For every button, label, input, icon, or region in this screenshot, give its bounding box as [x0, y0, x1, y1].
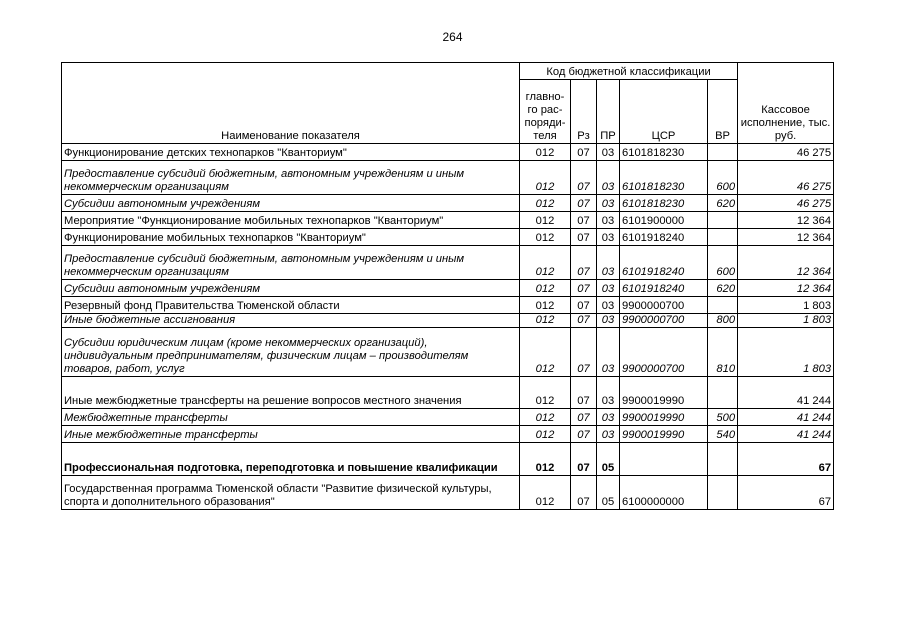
- cell-amount: 41 244: [738, 426, 834, 443]
- cell-rz: 07: [571, 377, 597, 409]
- header-rz: Рз: [571, 80, 597, 144]
- cell-name: Функционирование детских технопарков "Кванториум": [62, 144, 520, 161]
- cell-name: Межбюджетные трансферты: [62, 409, 520, 426]
- cell-rz: 07: [571, 246, 597, 280]
- cell-pr: 03: [597, 144, 620, 161]
- cell-vr: 620: [708, 195, 738, 212]
- table-row: [62, 229, 834, 246]
- cell-vr: 800: [708, 314, 738, 328]
- cell-grbs: 012: [520, 195, 571, 212]
- cell-csr: 9900000700: [620, 297, 708, 314]
- cell-pr: 03: [597, 426, 620, 443]
- cell-amount: 41 244: [738, 409, 834, 426]
- cell-pr: 03: [597, 328, 620, 377]
- cell-pr: 03: [597, 377, 620, 409]
- cell-pr: 03: [597, 229, 620, 246]
- table-row: [62, 195, 834, 212]
- header-code-group: Код бюджетной классификации: [520, 63, 738, 80]
- cell-csr: 6101918240: [620, 229, 708, 246]
- cell-csr: 6101818230: [620, 161, 708, 195]
- cell-vr: 600: [708, 161, 738, 195]
- cell-grbs: 012: [520, 280, 571, 297]
- cell-name: Субсидии юридическим лицам (кроме некоммерческих организаций), индивидуальным предпринимателям, физическим лицам – производителям товаров, работ, услуг: [62, 328, 520, 377]
- cell-rz: 07: [571, 144, 597, 161]
- cell-vr: 620: [708, 280, 738, 297]
- cell-csr: 9900019990: [620, 426, 708, 443]
- budget-table: [61, 62, 834, 510]
- table-row: [62, 297, 834, 314]
- cell-csr: 6101918240: [620, 280, 708, 297]
- cell-grbs: 012: [520, 144, 571, 161]
- cell-csr: 6101818230: [620, 195, 708, 212]
- cell-rz: 07: [571, 229, 597, 246]
- cell-grbs: 012: [520, 443, 571, 476]
- cell-pr: 03: [597, 212, 620, 229]
- cell-amount: 46 275: [738, 161, 834, 195]
- cell-pr: 03: [597, 246, 620, 280]
- header-csr: ЦСР: [620, 80, 708, 144]
- cell-csr: 6100000000: [620, 476, 708, 510]
- cell-rz: 07: [571, 328, 597, 377]
- cell-grbs: 012: [520, 377, 571, 409]
- cell-amount: 12 364: [738, 229, 834, 246]
- cell-csr: [620, 443, 708, 476]
- cell-pr: 03: [597, 280, 620, 297]
- cell-rz: 07: [571, 426, 597, 443]
- cell-rz: 07: [571, 476, 597, 510]
- cell-amount: 1 803: [738, 297, 834, 314]
- cell-vr: 810: [708, 328, 738, 377]
- table-row: [62, 476, 834, 510]
- cell-pr: 03: [597, 161, 620, 195]
- cell-name: Функционирование мобильных технопарков "Кванториум": [62, 229, 520, 246]
- cell-csr: 9900019990: [620, 377, 708, 409]
- cell-rz: 07: [571, 314, 597, 328]
- cell-amount: 46 275: [738, 195, 834, 212]
- cell-grbs: 012: [520, 476, 571, 510]
- cell-csr: 6101900000: [620, 212, 708, 229]
- cell-amount: 67: [738, 476, 834, 510]
- table-row: [62, 328, 834, 377]
- cell-pr: 05: [597, 476, 620, 510]
- cell-grbs: 012: [520, 328, 571, 377]
- cell-vr: [708, 443, 738, 476]
- table-row: [62, 409, 834, 426]
- cell-name: Профессиональная подготовка, переподготовка и повышение квалификации: [62, 443, 520, 476]
- cell-name: Предоставление субсидий бюджетным, автономным учреждениям и иным некоммерческим организациям: [62, 161, 520, 195]
- cell-grbs: 012: [520, 212, 571, 229]
- cell-rz: 07: [571, 280, 597, 297]
- table-row: [62, 426, 834, 443]
- cell-pr: 03: [597, 409, 620, 426]
- cell-csr: 6101918240: [620, 246, 708, 280]
- cell-pr: 03: [597, 297, 620, 314]
- table-row: [62, 161, 834, 195]
- table-row: [62, 212, 834, 229]
- cell-grbs: 012: [520, 161, 571, 195]
- cell-rz: 07: [571, 443, 597, 476]
- cell-vr: [708, 377, 738, 409]
- cell-pr: 03: [597, 314, 620, 328]
- cell-csr: 6101818230: [620, 144, 708, 161]
- cell-amount: 1 803: [738, 314, 834, 328]
- cell-amount: 41 244: [738, 377, 834, 409]
- cell-grbs: 012: [520, 409, 571, 426]
- cell-vr: [708, 297, 738, 314]
- cell-vr: 540: [708, 426, 738, 443]
- cell-amount: 12 364: [738, 212, 834, 229]
- cell-amount: 46 275: [738, 144, 834, 161]
- cell-rz: 07: [571, 212, 597, 229]
- cell-rz: 07: [571, 161, 597, 195]
- cell-name: Иные межбюджетные трансферты: [62, 426, 520, 443]
- header-grbs: главно-го рас-поряди-теля: [520, 80, 571, 144]
- cell-name: Иные бюджетные ассигнования: [62, 314, 520, 328]
- cell-name: Резервный фонд Правительства Тюменской области: [62, 297, 520, 314]
- cell-amount: 1 803: [738, 328, 834, 377]
- table-row: [62, 314, 834, 328]
- table-row: [62, 377, 834, 409]
- cell-name: Мероприятие "Функционирование мобильных технопарков "Кванториум": [62, 212, 520, 229]
- cell-grbs: 012: [520, 314, 571, 328]
- cell-rz: 07: [571, 195, 597, 212]
- cell-name: Предоставление субсидий бюджетным, автономным учреждениям и иным некоммерческим организациям: [62, 246, 520, 280]
- header-cash: Кассовое исполнение, тыс. руб.: [738, 63, 834, 144]
- cell-grbs: 012: [520, 229, 571, 246]
- cell-csr: 9900000700: [620, 314, 708, 328]
- header-name: Наименование показателя: [62, 63, 520, 144]
- cell-pr: 03: [597, 195, 620, 212]
- cell-vr: 500: [708, 409, 738, 426]
- cell-vr: [708, 229, 738, 246]
- page-number: 264: [442, 30, 463, 44]
- header-pr: ПР: [597, 80, 620, 144]
- table-row: [62, 443, 834, 476]
- cell-name: Субсидии автономным учреждениям: [62, 280, 520, 297]
- table-body: [62, 144, 834, 510]
- cell-vr: [708, 212, 738, 229]
- cell-name: Государственная программа Тюменской области "Развитие физической культуры, спорта и дополнительного образования": [62, 476, 520, 510]
- cell-csr: 9900000700: [620, 328, 708, 377]
- cell-rz: 07: [571, 297, 597, 314]
- cell-rz: 07: [571, 409, 597, 426]
- cell-vr: [708, 144, 738, 161]
- table-row: [62, 280, 834, 297]
- cell-grbs: 012: [520, 246, 571, 280]
- cell-amount: 12 364: [738, 280, 834, 297]
- header-vr: ВР: [708, 80, 738, 144]
- cell-name: Субсидии автономным учреждениям: [62, 195, 520, 212]
- cell-amount: 12 364: [738, 246, 834, 280]
- cell-pr: 05: [597, 443, 620, 476]
- cell-vr: [708, 476, 738, 510]
- cell-grbs: 012: [520, 426, 571, 443]
- cell-grbs: 012: [520, 297, 571, 314]
- cell-amount: 67: [738, 443, 834, 476]
- table-row: [62, 144, 834, 161]
- cell-csr: 9900019990: [620, 409, 708, 426]
- cell-vr: 600: [708, 246, 738, 280]
- cell-name: Иные межбюджетные трансферты на решение вопросов местного значения: [62, 377, 520, 409]
- table-row: [62, 246, 834, 280]
